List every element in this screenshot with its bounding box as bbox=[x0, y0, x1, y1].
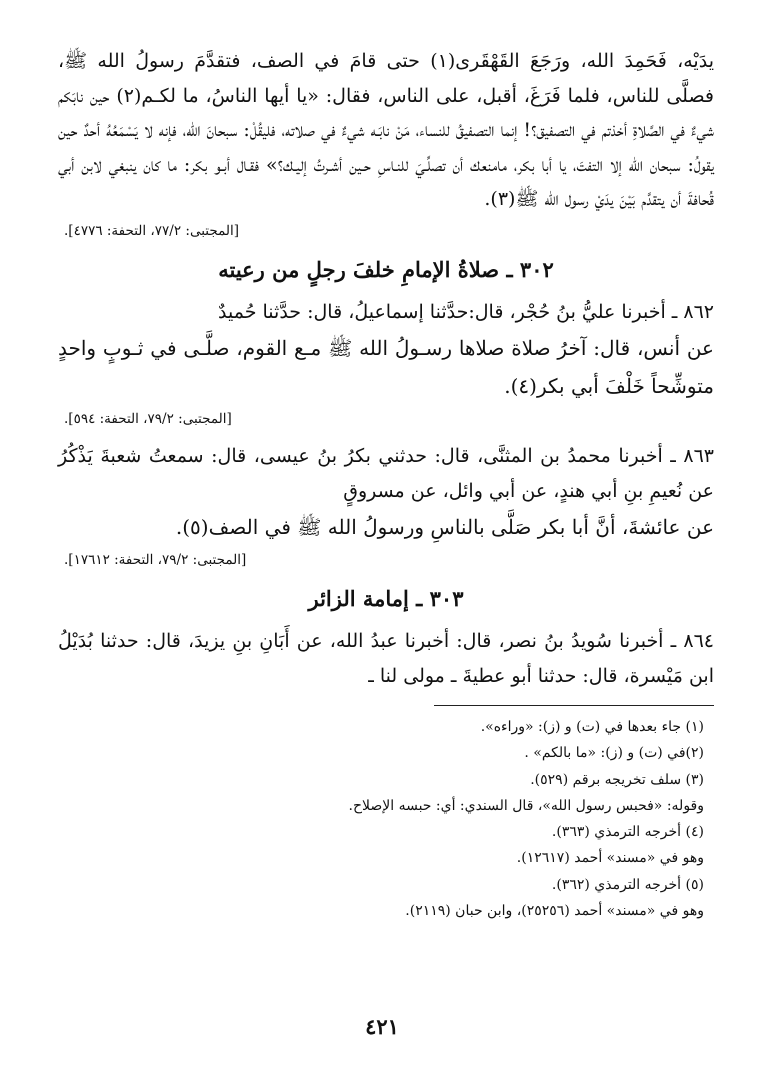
hadith-862-matn: عن أنس، قال: آخرُ صلاة صلاها رسـولُ الله ﷺ مـع القوم، صلَّـى في ثـوبٍ واحدٍ متوشِّحاً خَلْفَ أبي بكر(٤). bbox=[58, 336, 714, 398]
footnote: (٣) سلف تخريجه برقم (٥٢٩). bbox=[530, 771, 704, 788]
page-number: ٤٢١ bbox=[365, 1014, 399, 1039]
footnote: وقوله: «فحبس رسول الله»، قال السندي: أي: حبسه الإصلاح. bbox=[348, 797, 704, 814]
footnote: وهو في «مسند» أحمد (١٢٦١٧). bbox=[516, 850, 704, 867]
opening-hadith-text: يدَيْه، فَحَمِدَ الله، ورَجَعَ القَهْقَرى(١) حتى قامَ في الصف، فتقدَّمَ رسولُ الله ﷺ، فصلَّى للناس، فلما فَرَغَ، أقبل، على الناس، فقال: «يا أيها الناسُ، ما لكـم(٢) حين نابَكم شيءٌ في الصَّلاةِ أخذتم في التصفيق؟! إنما التصفيقُ للنساء، مَنْ نابَـه شيءٌ في صلاته، فليقُلْ: سبحانَ الله، فإنه لا يَسْمَعُهُ أحدٌ حين يقولُ: سبحان الله إلا التفتَ، يا أبا بكر، مامنعك أن تصلِّـيَ للنـاسِ حـين أشـرتُ إليـك؟» فقـال أبـو بكر: ما كان ينبغي لابن أبي قُحافةَ أن يتقدَّم بَيْنَ يدَيْ رسول الله ﷺ(٣). bbox=[58, 50, 714, 210]
hadith-864-isnad: ٨٦٤ ـ أخبرنا سُويدُ بنُ نصر، قال: أخبرنا عبدُ الله، عن أَبَانِ بنِ يزيدَ، قال: حدثنا بُدَيْلُ ابن مَيْسرة، قال: حدثنا أبو عطيةَ ـ مولى لنا ـ bbox=[58, 630, 714, 687]
opening-reference: [المجتبى: ٧٧/٢، التحفة: ٤٧٧٦]. bbox=[64, 222, 239, 239]
hadith-863-reference: [المجتبى: ٧٩/٢، التحفة: ١٧٦١٢]. bbox=[64, 552, 247, 568]
hadith-863-isnad: ٨٦٣ ـ أخبرنا محمدُ بن المثنَّى، قال: حدثني بكرُ بنُ عيسى، قال: سمعتُ شعبةَ يَذْكُرُ عن نُعيمِ بنِ أبي هندٍ، عن أبي وائل، عن مسروقٍ bbox=[58, 445, 714, 502]
chapter-heading-302: ٣٠٢ ـ صلاةُ الإمامِ خلفَ رجلٍ من رعيته bbox=[218, 256, 554, 282]
footnote: وهو في «مسند» أحمد (٢٥٢٥٦)، وابن حبان (٢١١٩). bbox=[405, 903, 704, 920]
footnotes bbox=[58, 714, 714, 924]
footnote: (٥) أخرجه الترمذي (٣٦٢). bbox=[551, 876, 704, 893]
hadith-862-isnad: ٨٦٢ ـ أخبرنا عليُّ بنُ حُجْر، قال:حدَّثنا إسماعيلُ، قال: حدَّثنا حُميدٌ bbox=[218, 300, 714, 323]
hadith-863-matn: عن عائشةَ، أنَّ أبا بكر صَلَّى بالناسِ ورسولُ الله ﷺ في الصف(٥). bbox=[175, 515, 714, 539]
footnote: (٤) أخرجه الترمذي (٣٦٣). bbox=[551, 824, 704, 841]
hadith-862-reference: [المجتبى: ٧٩/٢، التحفة: ٥٩٤]. bbox=[64, 411, 232, 427]
footnote-divider bbox=[434, 705, 714, 706]
chapter-heading-303: ٣٠٣ ـ إمامة الزائر bbox=[308, 586, 464, 611]
footnote: (٢)في (ت) و (ز): «ما بالكم» . bbox=[524, 745, 704, 762]
footnote: (١) جاء بعدها في (ت) و (ز): «وراءه». bbox=[480, 719, 704, 735]
